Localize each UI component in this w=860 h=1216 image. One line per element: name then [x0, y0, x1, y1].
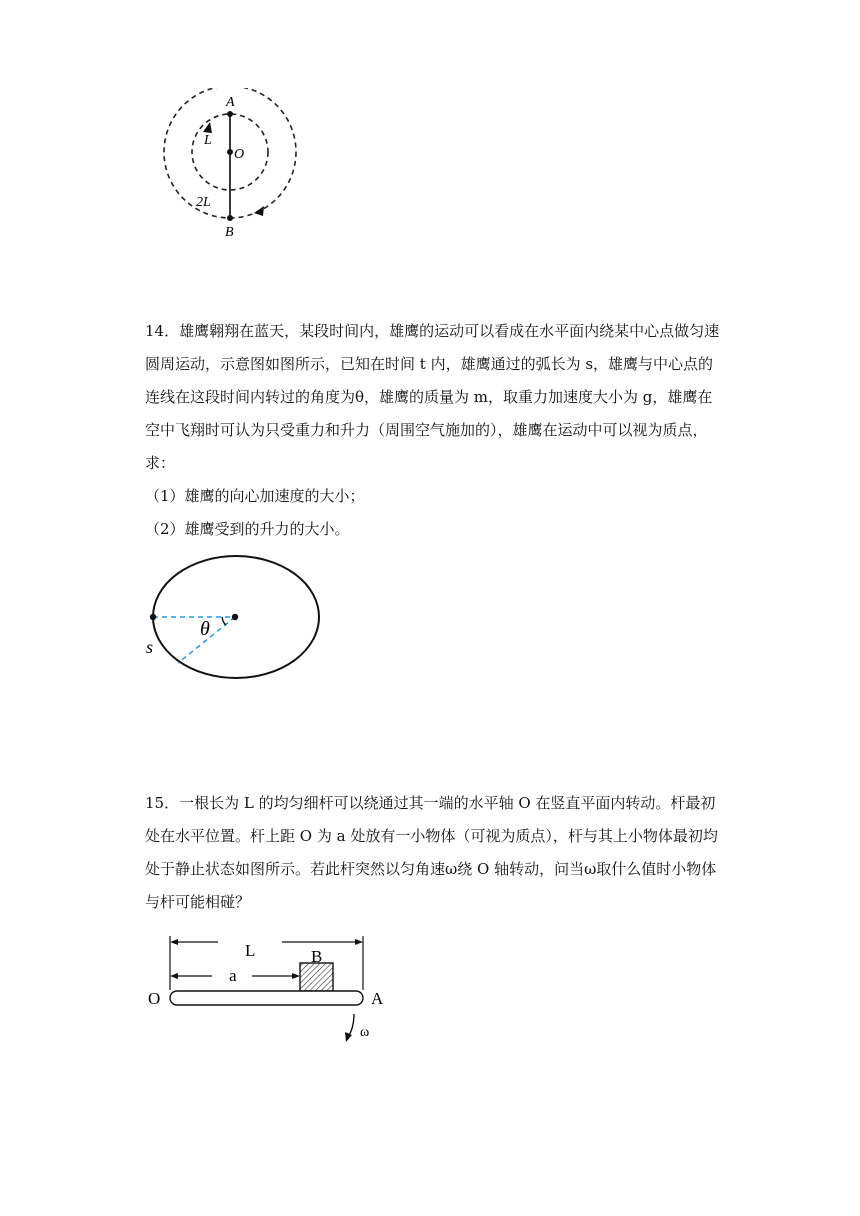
q14-line-5: 求：: [145, 454, 176, 472]
label-o: O: [234, 147, 245, 162]
q14-subquestion-1: （1）雄鹰的向心加速度的大小；: [145, 487, 365, 505]
inner-arrow-icon: [203, 122, 212, 133]
l-arrow-left-icon: [170, 939, 178, 945]
point-b-dot: [227, 215, 233, 221]
q14-line-1: 14．雄鹰翱翔在蓝天，某段时间内，雄鹰的运动可以看成在水平面内绕某中心点做匀速: [145, 322, 720, 340]
label-l: L: [245, 941, 256, 960]
label-l: L: [204, 133, 212, 148]
q14-subquestion-2: （2）雄鹰受到的升力的大小。: [145, 520, 350, 538]
a-arrow-right-icon: [292, 973, 300, 979]
figure-eagle-circle: [140, 555, 330, 685]
label-omega: ω: [360, 1025, 370, 1040]
l-arrow-right-icon: [355, 939, 363, 945]
center-dot: [232, 614, 238, 620]
figure-rod-block: [140, 928, 400, 1048]
label-a-end: A: [371, 989, 384, 1008]
rotation-arrow-icon: [345, 1032, 352, 1042]
point-o-dot: [227, 149, 233, 155]
label-o: O: [148, 989, 161, 1008]
q14-line-3: 连线在这段时间内转过的角度为θ，雄鹰的质量为 m，取重力加速度大小为 g，雄鹰在: [145, 388, 713, 406]
outer-arrow-icon: [254, 206, 264, 216]
label-b: B: [311, 947, 323, 966]
rod: [170, 991, 363, 1005]
label-a: a: [229, 966, 237, 985]
label-2l: 2L: [196, 195, 211, 210]
start-dot: [150, 614, 156, 620]
angle-arc: [222, 617, 226, 625]
block-b: [300, 963, 333, 991]
q15-line-3: 处于静止状态如图所示。若此杆突然以匀角速ω绕 O 轴转动，问当ω取什么值时小物体: [145, 860, 717, 878]
figure-concentric-circles: [150, 88, 320, 248]
label-theta: θ: [200, 618, 210, 640]
label-b: B: [225, 225, 234, 240]
q14-line-2: 圆周运动，示意图如图所示，已知在时间 t 内，雄鹰通过的弧长为 s，雄鹰与中心点的: [145, 355, 714, 373]
q14-line-4: 空中飞翔时可认为只受重力和升力（周围空气施加的），雄鹰在运动中可以视为质点，: [145, 421, 708, 439]
a-arrow-left-icon: [170, 973, 178, 979]
point-a-dot: [227, 111, 233, 117]
label-s: s: [146, 637, 154, 657]
q15-line-4: 与杆可能相碰？: [145, 893, 251, 911]
question-15-text: [145, 787, 718, 919]
rotation-arrow: [348, 1014, 354, 1037]
q15-line-2: 处在水平位置。杆上距 O 为 a 处放有一小物体（可视为质点），杆与其上小物体最初均: [145, 827, 718, 845]
question-14-text: [145, 315, 720, 480]
label-a: A: [226, 95, 235, 110]
q15-line-1: 15．一根长为 L 的均匀细杆可以绕通过其一端的水平轴 O 在竖直平面内转动。杆最初: [145, 794, 716, 812]
